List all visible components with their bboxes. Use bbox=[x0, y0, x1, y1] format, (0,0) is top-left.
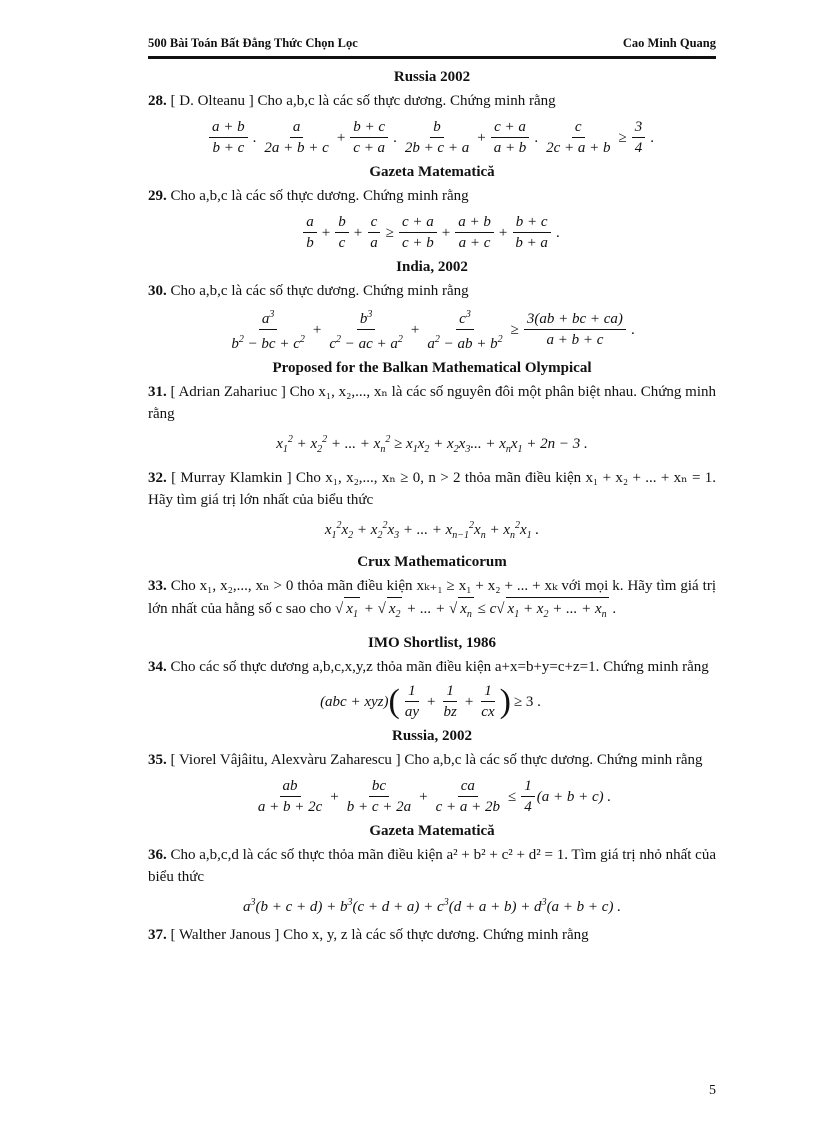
source-heading: Gazeta Matematică bbox=[369, 823, 495, 839]
source-heading: Proposed for the Balkan Mathematical Olympical bbox=[272, 360, 592, 376]
equation-28: $\frac{a + b}{b + c}$ . $\frac{a}{2a + b + c}$ + $\frac{b + c}{c + a}$ . $\frac{b}{2b + c + a}$ + $\frac{c + a}{a + b}$ . $\frac{c}{2c + a + b}$ ≥ $\frac{3}{4}$ . bbox=[148, 116, 716, 157]
problem-number: 35. bbox=[148, 752, 167, 768]
source-heading: Russia 2002 bbox=[393, 69, 471, 85]
source-heading: Gazeta Matematică bbox=[369, 164, 495, 180]
source-heading: Russia, 2002 bbox=[391, 728, 473, 744]
source-heading: Crux Mathematicorum bbox=[357, 554, 507, 570]
problem-29 bbox=[148, 185, 716, 207]
problem-text: [ D. Olteanu ] Cho a,b,c là các số thực dương. Chứng minh rằng bbox=[170, 93, 556, 109]
problem-text: Cho a,b,c là các số thực dương. Chứng minh rằng bbox=[170, 188, 469, 204]
problem-28 bbox=[148, 90, 716, 112]
problem-text: Cho các số thực dương a,b,c,x,y,z thỏa mãn điều kiện a+x=b+y=c+z=1. Chứng minh rằng bbox=[170, 659, 709, 675]
problem-33: 33. Cho x₁, x₂,..., xₙ > 0 thỏa mãn điều kiện xₖ₊₁ ≥ x₁ + x₂ + ... + xₖ với mọi k. Hãy tìm giá trị lớn nhất của hằng số c sao cho √ $x_1$ + √ $x_2$ + ... + √ $x_n \le c√$ $x_1 + x_2$ + ... + $x_n$ . bbox=[148, 575, 716, 626]
problem-number: 34. bbox=[148, 659, 167, 675]
problem-number: 32. bbox=[148, 470, 167, 486]
problem-number: 30. bbox=[148, 283, 167, 299]
problem-36 bbox=[148, 844, 716, 888]
problem-text: Cho a,b,c là các số thực dương. Chứng minh rằng bbox=[170, 283, 469, 299]
problem-32 bbox=[148, 467, 716, 511]
problem-text: [ Viorel Vâjâitu, Alexvàru Zaharescu ] Cho a,b,c là các số thực dương. Chứng minh rằng bbox=[170, 752, 703, 768]
source-heading: IMO Shortlist, 1986 bbox=[368, 635, 496, 651]
equation-30: $\frac{a^3}{b^2 - bc + c^2}$ + $\frac{b^3}{c^2 - ac + a^2}$ + $\frac{c^3}{a^2 - ab + b^2}$ ≥ $\frac{3(ab + bc + ca)}{a + b + c}$ . bbox=[148, 306, 716, 353]
header-book-title: 500 Bài Toán Bất Đẳng Thức Chọn Lọc bbox=[148, 36, 358, 50]
equation-36: $a^3(b + c + d) + b^3(c + d + a) + c^3(d + a + b) + d^3(a + b + c)$ . bbox=[243, 897, 621, 915]
problem-number: 31. bbox=[148, 384, 167, 400]
source-heading: India, 2002 bbox=[396, 259, 468, 275]
header-author: Cao Minh Quang bbox=[622, 36, 716, 50]
problem-text: [ Adrian Zahariuc ] Cho x₁, x₂,..., xₙ là các số nguyên đôi một phân biệt nhau. Chứng minh rằng bbox=[148, 384, 717, 422]
problem-37 bbox=[148, 924, 716, 946]
problem-number: 36. bbox=[148, 847, 167, 863]
problem-text: [ Murray Klamkin ] Cho x₁, x₂,..., xₙ ≥ 0, n > 2 thỏa mãn điều kiện x₁ + x₂ + ... + xₙ = 1. Hãy tìm giá trị lớn nhất của biểu thức bbox=[148, 470, 717, 508]
equation-31: $x_1^2 + x_2^2$ + ... + $x_n^2 \ge x_1x_2 + x_2x_3$... + $x_nx_1 + 2n - 3$ . bbox=[276, 434, 588, 455]
page-content bbox=[148, 64, 716, 946]
problem-number: 28. bbox=[148, 93, 167, 109]
header-divider bbox=[148, 56, 716, 59]
problem-text: Cho a,b,c,d là các số thực thỏa mãn điều kiện a² + b² + c² + d² = 1. Tìm giá trị nhỏ nhất của biểu thức bbox=[148, 847, 716, 885]
problem-text: [ Walther Janous ] Cho x, y, z là các số thực dương. Chứng minh rằng bbox=[170, 927, 589, 943]
equation-29: $\frac{a}{b}$ + $\frac{b}{c}$ + $\frac{c}{a}$ ≥ $\frac{c + a}{c + b}$ + $\frac{a + b}{a + c}$ + $\frac{b + c}{b + a}$ . bbox=[148, 211, 716, 252]
equation-34: (abc + xyz) ( $\frac{1}{ay}$ + $\frac{1}{bz}$ + $\frac{1}{cx}$ ) ≥ 3 . bbox=[320, 682, 541, 720]
problem-number: 29. bbox=[148, 188, 167, 204]
problem-35 bbox=[148, 749, 716, 771]
problem-34 bbox=[148, 656, 716, 678]
running-header bbox=[148, 34, 716, 54]
equation-32: $x_1^2x_2 + x_2^2x_3$ + ... + $x_{n-1}^2x_n + x_n^2x_1$ . bbox=[324, 520, 540, 541]
problem-text: Cho x₁, x₂,..., xₙ > 0 thỏa mãn điều kiện xₖ₊₁ ≥ x₁ + x₂ + ... + xₖ với mọi k. Hãy tìm giá trị lớn nhất của hằng số c sao cho bbox=[148, 578, 716, 617]
problem-number: 37. bbox=[148, 927, 167, 943]
problem-number: 33. bbox=[148, 578, 167, 594]
equation-35: $\frac{ab}{a + b + 2c}$ + $\frac{bc}{b + c + 2a}$ + $\frac{ca}{c + a + 2b}$ ≤ $\frac{1}{4}$ (a + b + c) . bbox=[257, 778, 612, 815]
page-number: 5 bbox=[709, 1083, 716, 1098]
problem-31 bbox=[148, 381, 716, 425]
inline-equation-33: √ $x_1$ + √ $x_2$ + ... + √ $x_n \le c√$ $x_1 + x_2$ + ... + $x_n$ bbox=[335, 601, 609, 617]
problem-30 bbox=[148, 280, 716, 302]
